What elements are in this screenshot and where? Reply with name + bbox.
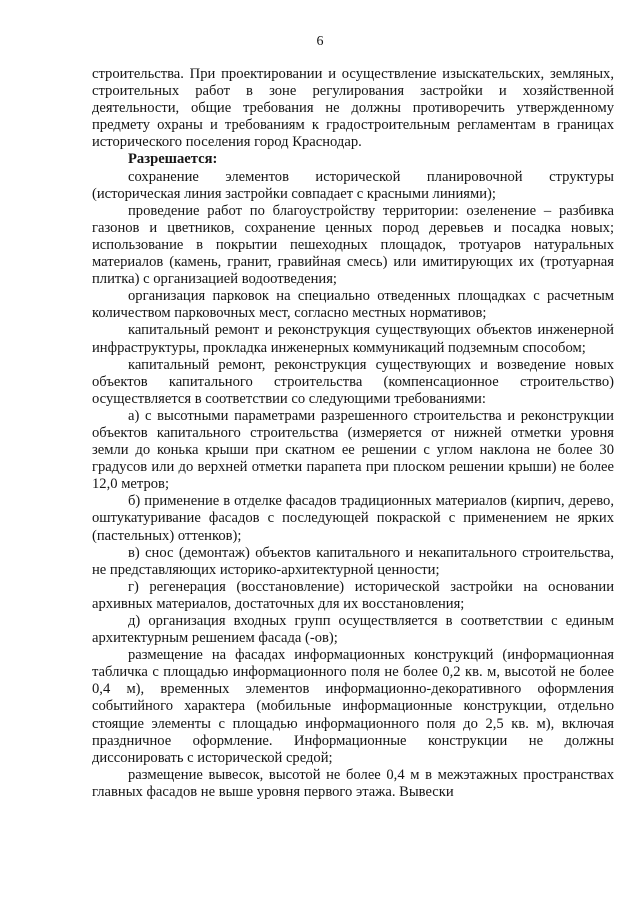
paragraph-construction: капитальный ремонт, реконструкция существующих и возведение новых объектов капитального строительства (компенсационное строительство) осуществляется в соответствии со следующими требованиями: xyxy=(92,356,614,407)
intro-paragraph: строительства. При проектировании и осуществление изыскательских, земляных, строительных работ в зоне регулирования застройки и хозяйственной деятельности, общие требования не должны противоречить утвержденному предмету охраны и требованиям к градостроительным регламентам в границах исторического поселения город Краснодар. xyxy=(92,66,614,151)
paragraph-item-g: г) регенерация (восстановление) исторической застройки на основании архивных материалов, достаточных для их восстановления; xyxy=(92,578,614,612)
paragraph-item-d: д) организация входных групп осуществляется в соответствии с единым архитектурным решением фасада (-ов); xyxy=(92,613,614,647)
paragraph-parking: организация парковок на специально отведенных площадках с расчетным количеством парковочных мест, согласно местных нормативов; xyxy=(92,288,614,322)
paragraph-item-b: б) применение в отделке фасадов традиционных материалов (кирпич, дерево, оштукатуривание фасадов с последующей покраской с применением не ярких (пастельных) оттенков); xyxy=(92,493,614,544)
paragraph-info-structures: размещение на фасадах информационных конструкций (информационная табличка с площадью информационного поля не более 0,2 кв. м, высотой не более 0,4 м), временных элементов информационно-декоративного оформления событийного характера (мобильные информационные конструкции, отдельно стоящие элементы с площадью информационного поля до 2,5 кв. м), включая праздничное оформление. Информационные конструкции не должны диссонировать с исторической средой; xyxy=(92,647,614,766)
paragraph-item-a: а) с высотными параметрами разрешенного строительства и реконструкции объектов капитального строительства (измеряется от нижней отметки уровня земли до конька крыши при скатном ее решении с углом наклона не более 30 градусов или до верхней отметки парапета при плоском решении крыши) не более 12,0 метров; xyxy=(92,407,614,493)
page-number: 6 xyxy=(316,34,324,49)
document-body xyxy=(92,66,614,801)
section-heading: Разрешается: xyxy=(128,151,218,168)
paragraph-historic-structure: сохранение элементов исторической планировочной структуры (историческая линия застройки совпадает с красными линиями); xyxy=(92,168,614,202)
paragraph-item-v: в) снос (демонтаж) объектов капитального и некапитального строительства, не представляющих историко-архитектурной ценности; xyxy=(92,544,614,578)
paragraph-infrastructure: капитальный ремонт и реконструкция существующих объектов инженерной инфраструктуры, прокладка инженерных коммуникаций подземным способом; xyxy=(92,322,614,356)
paragraph-signage: размещение вывесок, высотой не более 0,4 м в межэтажных пространствах главных фасадов не выше уровня первого этажа. Вывески xyxy=(92,766,614,800)
paragraph-landscaping: проведение работ по благоустройству территории: озеленение – разбивка газонов и цветников, сохранение ценных пород деревьев и посадка новых; использование в покрытии пешеходных площадок, тротуаров натуральных материалов (камень, гранит, гравийная смесь) или имитирующих их (тротуарная плитка) с организацией водоотведения; xyxy=(92,202,614,288)
